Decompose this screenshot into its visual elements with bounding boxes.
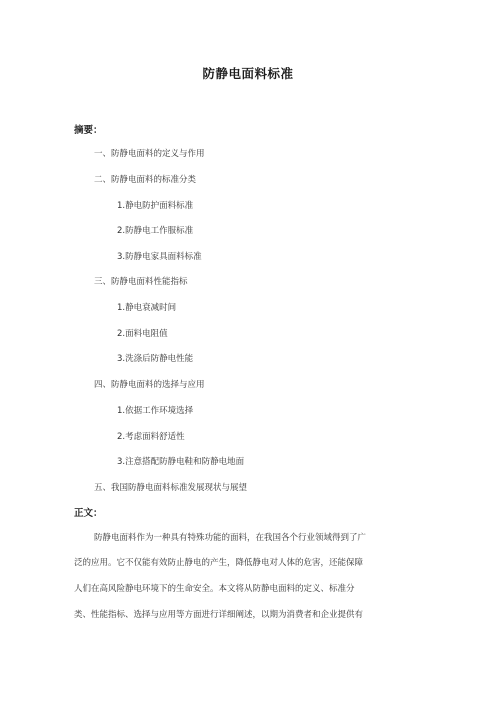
summary-heading: 摘要：	[74, 125, 103, 136]
outline-item: 一、防静电面料的定义与作用	[94, 149, 205, 159]
outline-item: 四、防静电面料的选择与应用	[94, 380, 205, 390]
body-heading: 正文：	[74, 508, 103, 519]
outline-subitem: 3.洗涤后防静电性能	[117, 354, 194, 364]
outline-subitem: 2.防静电工作服标准	[117, 226, 194, 236]
body-paragraph-line: 泛的应用。它不仅能有效防止静电的产生，降低静电对人体的危害，还能保障	[74, 558, 364, 568]
document-title: 防静电面料标准	[202, 66, 294, 81]
outline-subitem: 3.防静电家具面料标准	[117, 252, 202, 262]
outline-subitem: 2.考虑面料舒适性	[117, 432, 185, 442]
body-paragraph-line: 防静电面料作为一种具有特殊功能的面料，在我国各个行业领域得到了广	[94, 533, 367, 543]
outline-subitem: 1.依据工作环境选择	[117, 406, 194, 416]
body-paragraph-line: 类、性能指标、选择与应用等方面进行详细阐述，以期为消费者和企业提供有	[74, 610, 364, 620]
outline-subitem: 1.静电防护面料标准	[117, 201, 194, 211]
outline-item: 三、防静电面料性能指标	[94, 277, 188, 287]
outline-item: 五、我国防静电面料标准发展现状与展望	[94, 483, 248, 493]
outline-subitem: 2.面料电阻值	[117, 329, 168, 339]
outline-item: 二、防静电面料的标准分类	[94, 175, 197, 185]
body-paragraph-line: 人们在高风险静电环境下的生命安全。本文将从防静电面料的定义、标准分	[74, 584, 355, 594]
outline-subitem: 3.注意搭配防静电鞋和防静电地面	[117, 457, 245, 467]
outline-subitem: 1.静电衰减时间	[117, 303, 177, 313]
